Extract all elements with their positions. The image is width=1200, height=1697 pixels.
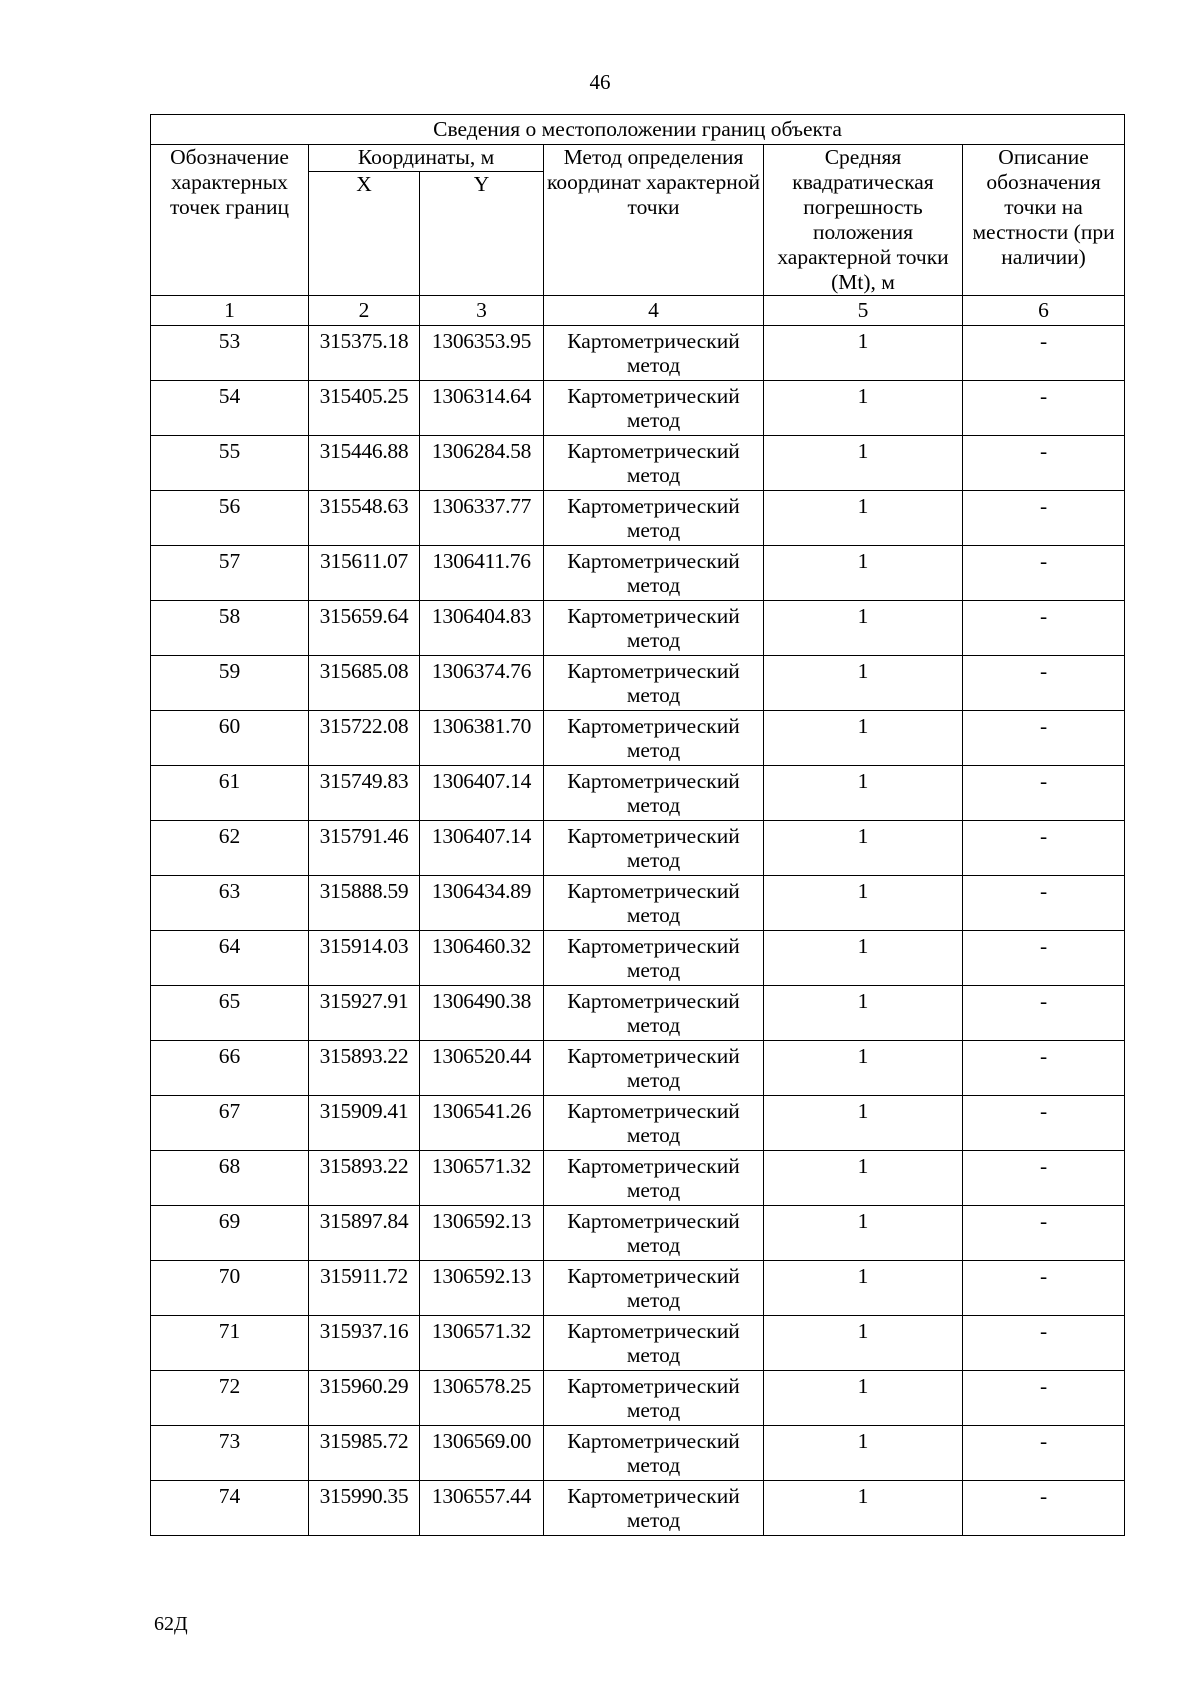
cell-x: 315722.08	[309, 711, 420, 766]
cell-point: 72	[151, 1371, 309, 1426]
table-row	[151, 656, 1125, 711]
cell-x: 315985.72	[309, 1426, 420, 1481]
table-row	[151, 711, 1125, 766]
cell-point: 71	[151, 1316, 309, 1371]
cell-description: -	[963, 1261, 1125, 1316]
header-coords: Координаты, м	[309, 145, 544, 172]
cell-y: 1306381.70	[420, 711, 544, 766]
cell-error: 1	[764, 931, 963, 986]
cell-description: -	[963, 491, 1125, 546]
cell-method: Картометрический метод	[544, 1096, 764, 1151]
cell-description: -	[963, 1481, 1125, 1536]
cell-x: 315960.29	[309, 1371, 420, 1426]
header-description: Описание обозначения точки на местности (при наличии)	[963, 145, 1125, 296]
cell-error: 1	[764, 601, 963, 656]
cell-x: 315611.07	[309, 546, 420, 601]
table-body	[151, 326, 1125, 1536]
cell-error: 1	[764, 436, 963, 491]
cell-description: -	[963, 986, 1125, 1041]
cell-description: -	[963, 601, 1125, 656]
cell-y: 1306374.76	[420, 656, 544, 711]
cell-point: 60	[151, 711, 309, 766]
footer-code: 62Д	[154, 1613, 188, 1635]
cell-method: Картометрический метод	[544, 326, 764, 381]
cell-y: 1306407.14	[420, 821, 544, 876]
cell-description: -	[963, 1316, 1125, 1371]
cell-y: 1306434.89	[420, 876, 544, 931]
cell-y: 1306284.58	[420, 436, 544, 491]
column-number: 4	[544, 296, 764, 326]
cell-y: 1306592.13	[420, 1206, 544, 1261]
cell-description: -	[963, 1206, 1125, 1261]
cell-method: Картометрический метод	[544, 1316, 764, 1371]
cell-x: 315446.88	[309, 436, 420, 491]
cell-point: 56	[151, 491, 309, 546]
cell-error: 1	[764, 876, 963, 931]
cell-error: 1	[764, 1371, 963, 1426]
cell-method: Картометрический метод	[544, 876, 764, 931]
cell-error: 1	[764, 766, 963, 821]
cell-y: 1306578.25	[420, 1371, 544, 1426]
table-row	[151, 436, 1125, 491]
table-title: Сведения о местоположении границ объекта	[151, 115, 1125, 145]
cell-description: -	[963, 1041, 1125, 1096]
table-row	[151, 1041, 1125, 1096]
cell-method: Картометрический метод	[544, 1206, 764, 1261]
cell-error: 1	[764, 986, 963, 1041]
table-row	[151, 986, 1125, 1041]
table-row	[151, 381, 1125, 436]
column-number-row	[151, 296, 1125, 326]
cell-error: 1	[764, 1096, 963, 1151]
column-number: 5	[764, 296, 963, 326]
cell-description: -	[963, 766, 1125, 821]
cell-point: 58	[151, 601, 309, 656]
column-number: 6	[963, 296, 1125, 326]
table-row	[151, 601, 1125, 656]
cell-x: 315375.18	[309, 326, 420, 381]
cell-x: 315909.41	[309, 1096, 420, 1151]
table-row	[151, 876, 1125, 931]
cell-description: -	[963, 931, 1125, 986]
cell-error: 1	[764, 1041, 963, 1096]
cell-point: 57	[151, 546, 309, 601]
cell-x: 315937.16	[309, 1316, 420, 1371]
cell-point: 70	[151, 1261, 309, 1316]
cell-point: 61	[151, 766, 309, 821]
cell-y: 1306460.32	[420, 931, 544, 986]
table-row	[151, 1151, 1125, 1206]
column-number: 1	[151, 296, 309, 326]
cell-x: 315749.83	[309, 766, 420, 821]
column-number: 2	[309, 296, 420, 326]
cell-error: 1	[764, 656, 963, 711]
cell-y: 1306314.64	[420, 381, 544, 436]
cell-x: 315914.03	[309, 931, 420, 986]
cell-error: 1	[764, 326, 963, 381]
cell-point: 73	[151, 1426, 309, 1481]
cell-method: Картометрический метод	[544, 601, 764, 656]
cell-point: 65	[151, 986, 309, 1041]
cell-y: 1306592.13	[420, 1261, 544, 1316]
cell-method: Картометрический метод	[544, 381, 764, 436]
header-x: X	[309, 172, 420, 296]
cell-point: 67	[151, 1096, 309, 1151]
boundary-coordinates-table	[150, 114, 1125, 1536]
cell-description: -	[963, 1371, 1125, 1426]
cell-x: 315548.63	[309, 491, 420, 546]
cell-point: 64	[151, 931, 309, 986]
cell-x: 315990.35	[309, 1481, 420, 1536]
cell-description: -	[963, 436, 1125, 491]
cell-x: 315893.22	[309, 1151, 420, 1206]
cell-y: 1306353.95	[420, 326, 544, 381]
cell-point: 59	[151, 656, 309, 711]
cell-description: -	[963, 656, 1125, 711]
cell-method: Картометрический метод	[544, 986, 764, 1041]
cell-error: 1	[764, 491, 963, 546]
cell-description: -	[963, 381, 1125, 436]
header-error: Средняя квадратическая погрешность положения характерной точки (Mt), м	[764, 145, 963, 296]
cell-description: -	[963, 1426, 1125, 1481]
table-row	[151, 821, 1125, 876]
cell-point: 62	[151, 821, 309, 876]
table-row	[151, 1261, 1125, 1316]
cell-method: Картометрический метод	[544, 656, 764, 711]
cell-description: -	[963, 876, 1125, 931]
header-point: Обозначение характерных точек границ	[151, 145, 309, 296]
cell-error: 1	[764, 546, 963, 601]
cell-point: 66	[151, 1041, 309, 1096]
cell-error: 1	[764, 1261, 963, 1316]
table-row	[151, 1426, 1125, 1481]
table-row	[151, 1096, 1125, 1151]
table-row	[151, 491, 1125, 546]
header-method: Метод определения координат характерной точки	[544, 145, 764, 296]
cell-y: 1306407.14	[420, 766, 544, 821]
cell-error: 1	[764, 1316, 963, 1371]
cell-x: 315888.59	[309, 876, 420, 931]
cell-y: 1306571.32	[420, 1151, 544, 1206]
cell-point: 74	[151, 1481, 309, 1536]
cell-y: 1306337.77	[420, 491, 544, 546]
cell-method: Картометрический метод	[544, 546, 764, 601]
cell-y: 1306490.38	[420, 986, 544, 1041]
cell-method: Картометрический метод	[544, 1371, 764, 1426]
cell-method: Картометрический метод	[544, 1261, 764, 1316]
cell-point: 63	[151, 876, 309, 931]
cell-description: -	[963, 711, 1125, 766]
cell-error: 1	[764, 711, 963, 766]
table-row	[151, 931, 1125, 986]
cell-description: -	[963, 1096, 1125, 1151]
cell-y: 1306557.44	[420, 1481, 544, 1536]
cell-description: -	[963, 1151, 1125, 1206]
cell-point: 54	[151, 381, 309, 436]
cell-description: -	[963, 546, 1125, 601]
cell-method: Картометрический метод	[544, 1426, 764, 1481]
cell-y: 1306571.32	[420, 1316, 544, 1371]
cell-point: 68	[151, 1151, 309, 1206]
cell-method: Картометрический метод	[544, 821, 764, 876]
cell-y: 1306541.26	[420, 1096, 544, 1151]
cell-x: 315685.08	[309, 656, 420, 711]
cell-y: 1306520.44	[420, 1041, 544, 1096]
table-row	[151, 1206, 1125, 1261]
cell-method: Картометрический метод	[544, 1041, 764, 1096]
cell-method: Картометрический метод	[544, 931, 764, 986]
table-row	[151, 766, 1125, 821]
cell-description: -	[963, 821, 1125, 876]
cell-method: Картометрический метод	[544, 491, 764, 546]
cell-y: 1306411.76	[420, 546, 544, 601]
table-row	[151, 326, 1125, 381]
cell-error: 1	[764, 821, 963, 876]
table-row	[151, 1316, 1125, 1371]
cell-x: 315897.84	[309, 1206, 420, 1261]
cell-x: 315911.72	[309, 1261, 420, 1316]
table-row	[151, 546, 1125, 601]
header-y: Y	[420, 172, 544, 296]
cell-method: Картометрический метод	[544, 711, 764, 766]
cell-x: 315405.25	[309, 381, 420, 436]
table-row	[151, 1481, 1125, 1536]
cell-method: Картометрический метод	[544, 1481, 764, 1536]
page-number: 46	[589, 70, 611, 94]
cell-error: 1	[764, 381, 963, 436]
cell-point: 53	[151, 326, 309, 381]
cell-method: Картометрический метод	[544, 1151, 764, 1206]
column-number: 3	[420, 296, 544, 326]
cell-error: 1	[764, 1426, 963, 1481]
cell-method: Картометрический метод	[544, 766, 764, 821]
cell-x: 315659.64	[309, 601, 420, 656]
cell-y: 1306404.83	[420, 601, 544, 656]
cell-y: 1306569.00	[420, 1426, 544, 1481]
cell-x: 315927.91	[309, 986, 420, 1041]
cell-error: 1	[764, 1151, 963, 1206]
cell-error: 1	[764, 1206, 963, 1261]
cell-point: 69	[151, 1206, 309, 1261]
cell-point: 55	[151, 436, 309, 491]
table-row	[151, 1371, 1125, 1426]
cell-error: 1	[764, 1481, 963, 1536]
cell-x: 315893.22	[309, 1041, 420, 1096]
cell-method: Картометрический метод	[544, 436, 764, 491]
cell-description: -	[963, 326, 1125, 381]
cell-x: 315791.46	[309, 821, 420, 876]
